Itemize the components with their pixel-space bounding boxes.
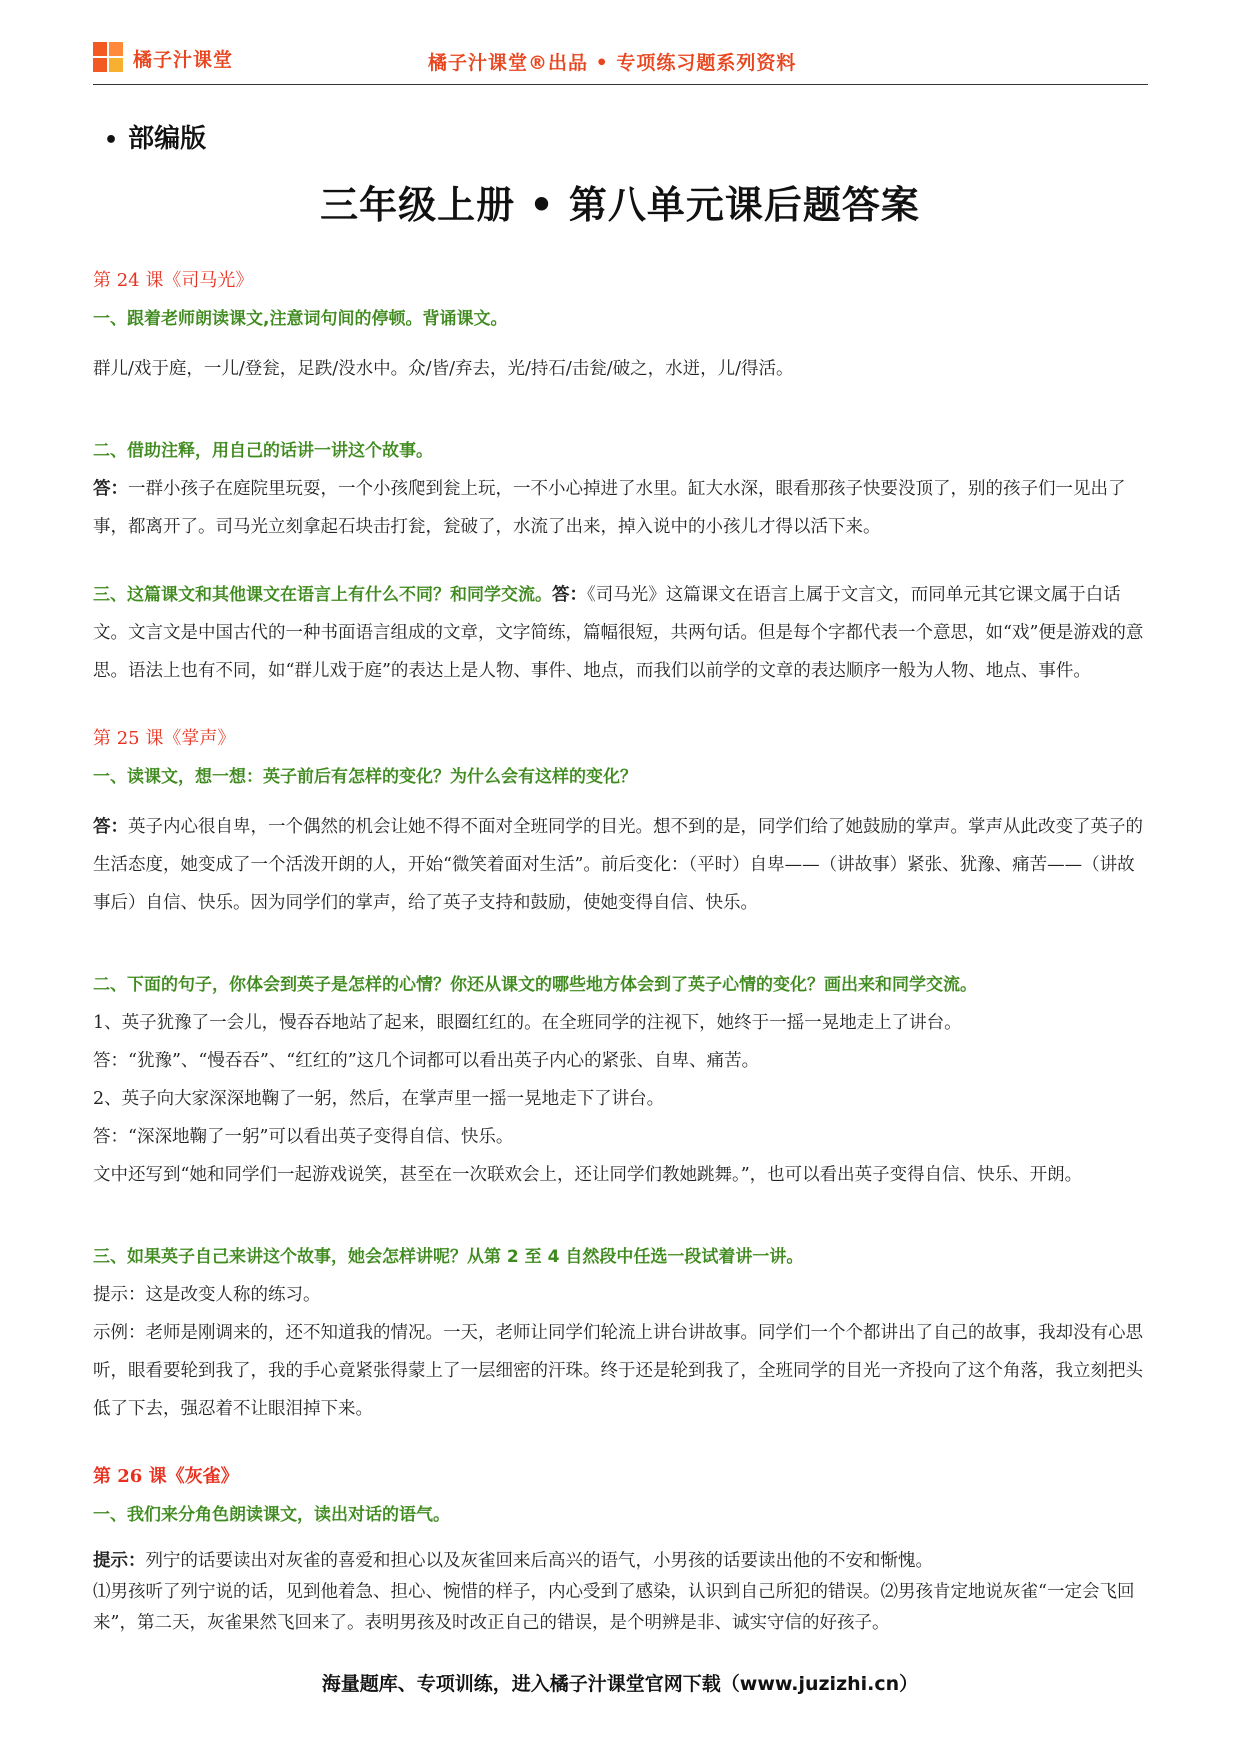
document-body [93,262,1148,1639]
lesson-24-answer-1: 群儿/戏于庭，一儿/登瓮，足跌/没水中。众/皆/弃去，光/持石/击瓮/破之，水迸，儿/得活。 [93,359,794,379]
lesson-24-question-2: 二、借助注释，用自己的话讲一讲这个故事。 [93,441,433,461]
lesson-25-question-1: 一、读课文，想一想：英子前后有怎样的变化？为什么会有这样的变化？ [93,767,637,787]
bullet-icon: • [104,128,119,153]
lesson-25-question-3: 三、如果英子自己来讲这个故事，她会怎样讲呢？从第 2 至 4 自然段中任选一段试着讲一讲。 [93,1247,804,1267]
answer-text: 一群小孩子在庭院里玩耍，一个小孩爬到瓮上玩，一不小心掉进了水里。缸大水深，眼看那孩子快要没顶了，别的孩子们一见出了事，都离开了。司马光立刻拿起石块击打瓮，瓮破了，水流了出来，掉入说中的小孩儿才得以活下来。 [93,479,1126,537]
lesson-26-question-1: 一、我们来分角色朗读课文，读出对话的语气。 [93,1505,450,1525]
lesson-25-sentence-2: 2、英子向大家深深地鞠了一躬，然后，在掌声里一摇一晃地走下了讲台。 [93,1089,665,1109]
lesson-26-hint [93,1546,1148,1577]
page-header [93,36,1148,85]
lesson-24-question-3: 三、这篇课文和其他课文在语言上有什么不同？和同学交流。 [93,585,552,605]
lesson-25-question-2: 二、下面的句子，你体会到英子是怎样的心情？你还从课文的哪些地方体会到了英子心情的变化？画出来和同学交流。 [93,975,977,995]
lesson-26-detail: ⑴男孩听了列宁说的话，见到他着急、担心、惋惜的样子，内心受到了感染，认识到自己所犯的错误。⑵男孩肯定地说灰雀“一定会飞回来”，第二天，灰雀果然飞回来了。表明男孩及时改正自己的错误，是个明辨是非、诚实守信的好孩子。 [93,1582,1135,1633]
lesson-25-sentence-2-answer: 答：“深深地鞠了一躬”可以看出英子变得自信、快乐。 [93,1127,514,1147]
document-title: 三年级上册 • 第八单元课后题答案 [320,183,920,227]
logo-icon [93,42,125,74]
answer-label: 答： [552,585,587,605]
lesson-25-hint: 提示：这是改变人称的练习。 [93,1285,321,1305]
lesson-25-answer-1 [93,808,1148,922]
lesson-25-example: 示例：老师是刚调来的，还不知道我的情况。一天，老师让同学们轮流上讲台讲故事。同学们一个个都讲出了自己的故事，我却没有心思听，眼看要轮到我了，我的手心竟紧张得蒙上了一层细密的汗珠。终于还是轮到我了，全班同学的目光一齐投向了这个角落，我立刻把头低了下去，强忍着不让眼泪掉下来。 [93,1323,1143,1419]
hint-text: 列宁的话要读出对灰雀的喜爱和担心以及灰雀回来后高兴的语气，小男孩的话要读出他的不安和惭愧。 [145,1551,933,1571]
page-footer: 海量题库、专项训练，进入橘子汁课堂官网下载（www.juzizhi.cn） [321,1673,919,1695]
lesson-25-sentence-3: 文中还写到“她和同学们一起游戏说笑，甚至在一次联欢会上，还让同学们教她跳舞。”，也可以看出英子变得自信、快乐、开朗。 [93,1165,1083,1185]
logo-text: 橘子汁课堂 [133,48,234,71]
lesson-26-title: 第 26 课《灰雀》 [93,1466,239,1487]
logo [93,42,233,74]
lesson-25-sentence-1: 1、英子犹豫了一会儿，慢吞吞地站了起来，眼圈红红的。在全班同学的注视下，她终于一摇一晃地走上了讲台。 [93,1013,962,1033]
lesson-25-title: 第 25 课《掌声》 [93,728,236,749]
answer-text: 《司马光》这篇课文在语言上属于文言文，而同单元其它课文属于白话文。文言文是中国古代的一种书面语言组成的文章，文字简练，篇幅很短，共两句话。但是每个字都代表一个意思，如“戏”便是游戏的意思。语法上也有不同，如“群儿戏于庭”的表达上是人物、事件、地点，而我们以前学的文章的表达顺序一般为人物、地点、事件。 [93,585,1144,681]
lesson-24-question-3-block [93,576,1148,690]
lesson-25-sentence-1-answer: 答：“犹豫”、“慢吞吞”、“红红的”这几个词都可以看出英子内心的紧张、自卑、痛苦。 [93,1051,760,1071]
header-title: 橘子汁课堂®出品 • 专项练习题系列资料 [428,52,797,74]
lesson-24-title: 第 24 课《司马光》 [93,270,254,291]
hint-label: 提示： [93,1551,146,1571]
edition-label [104,118,206,155]
answer-label: 答： [93,817,128,837]
lesson-24-answer-2 [93,470,1148,546]
lesson-24-question-1: 一、跟着老师朗读课文,注意词句间的停顿。背诵课文。 [93,309,508,329]
edition-text: 部编版 [128,124,207,154]
answer-text: 英子内心很自卑，一个偶然的机会让她不得不面对全班同学的目光。想不到的是，同学们给了她鼓励的掌声。掌声从此改变了英子的生活态度，她变成了一个活泼开朗的人，开始“微笑着面对生活”。前后变化：（平时）自卑——（讲故事）紧张、犹豫、痛苦——（讲故事后）自信、快乐。因为同学们的掌声，给了英子支持和鼓励，使她变得自信、快乐。 [93,817,1143,913]
answer-label: 答： [93,479,128,499]
